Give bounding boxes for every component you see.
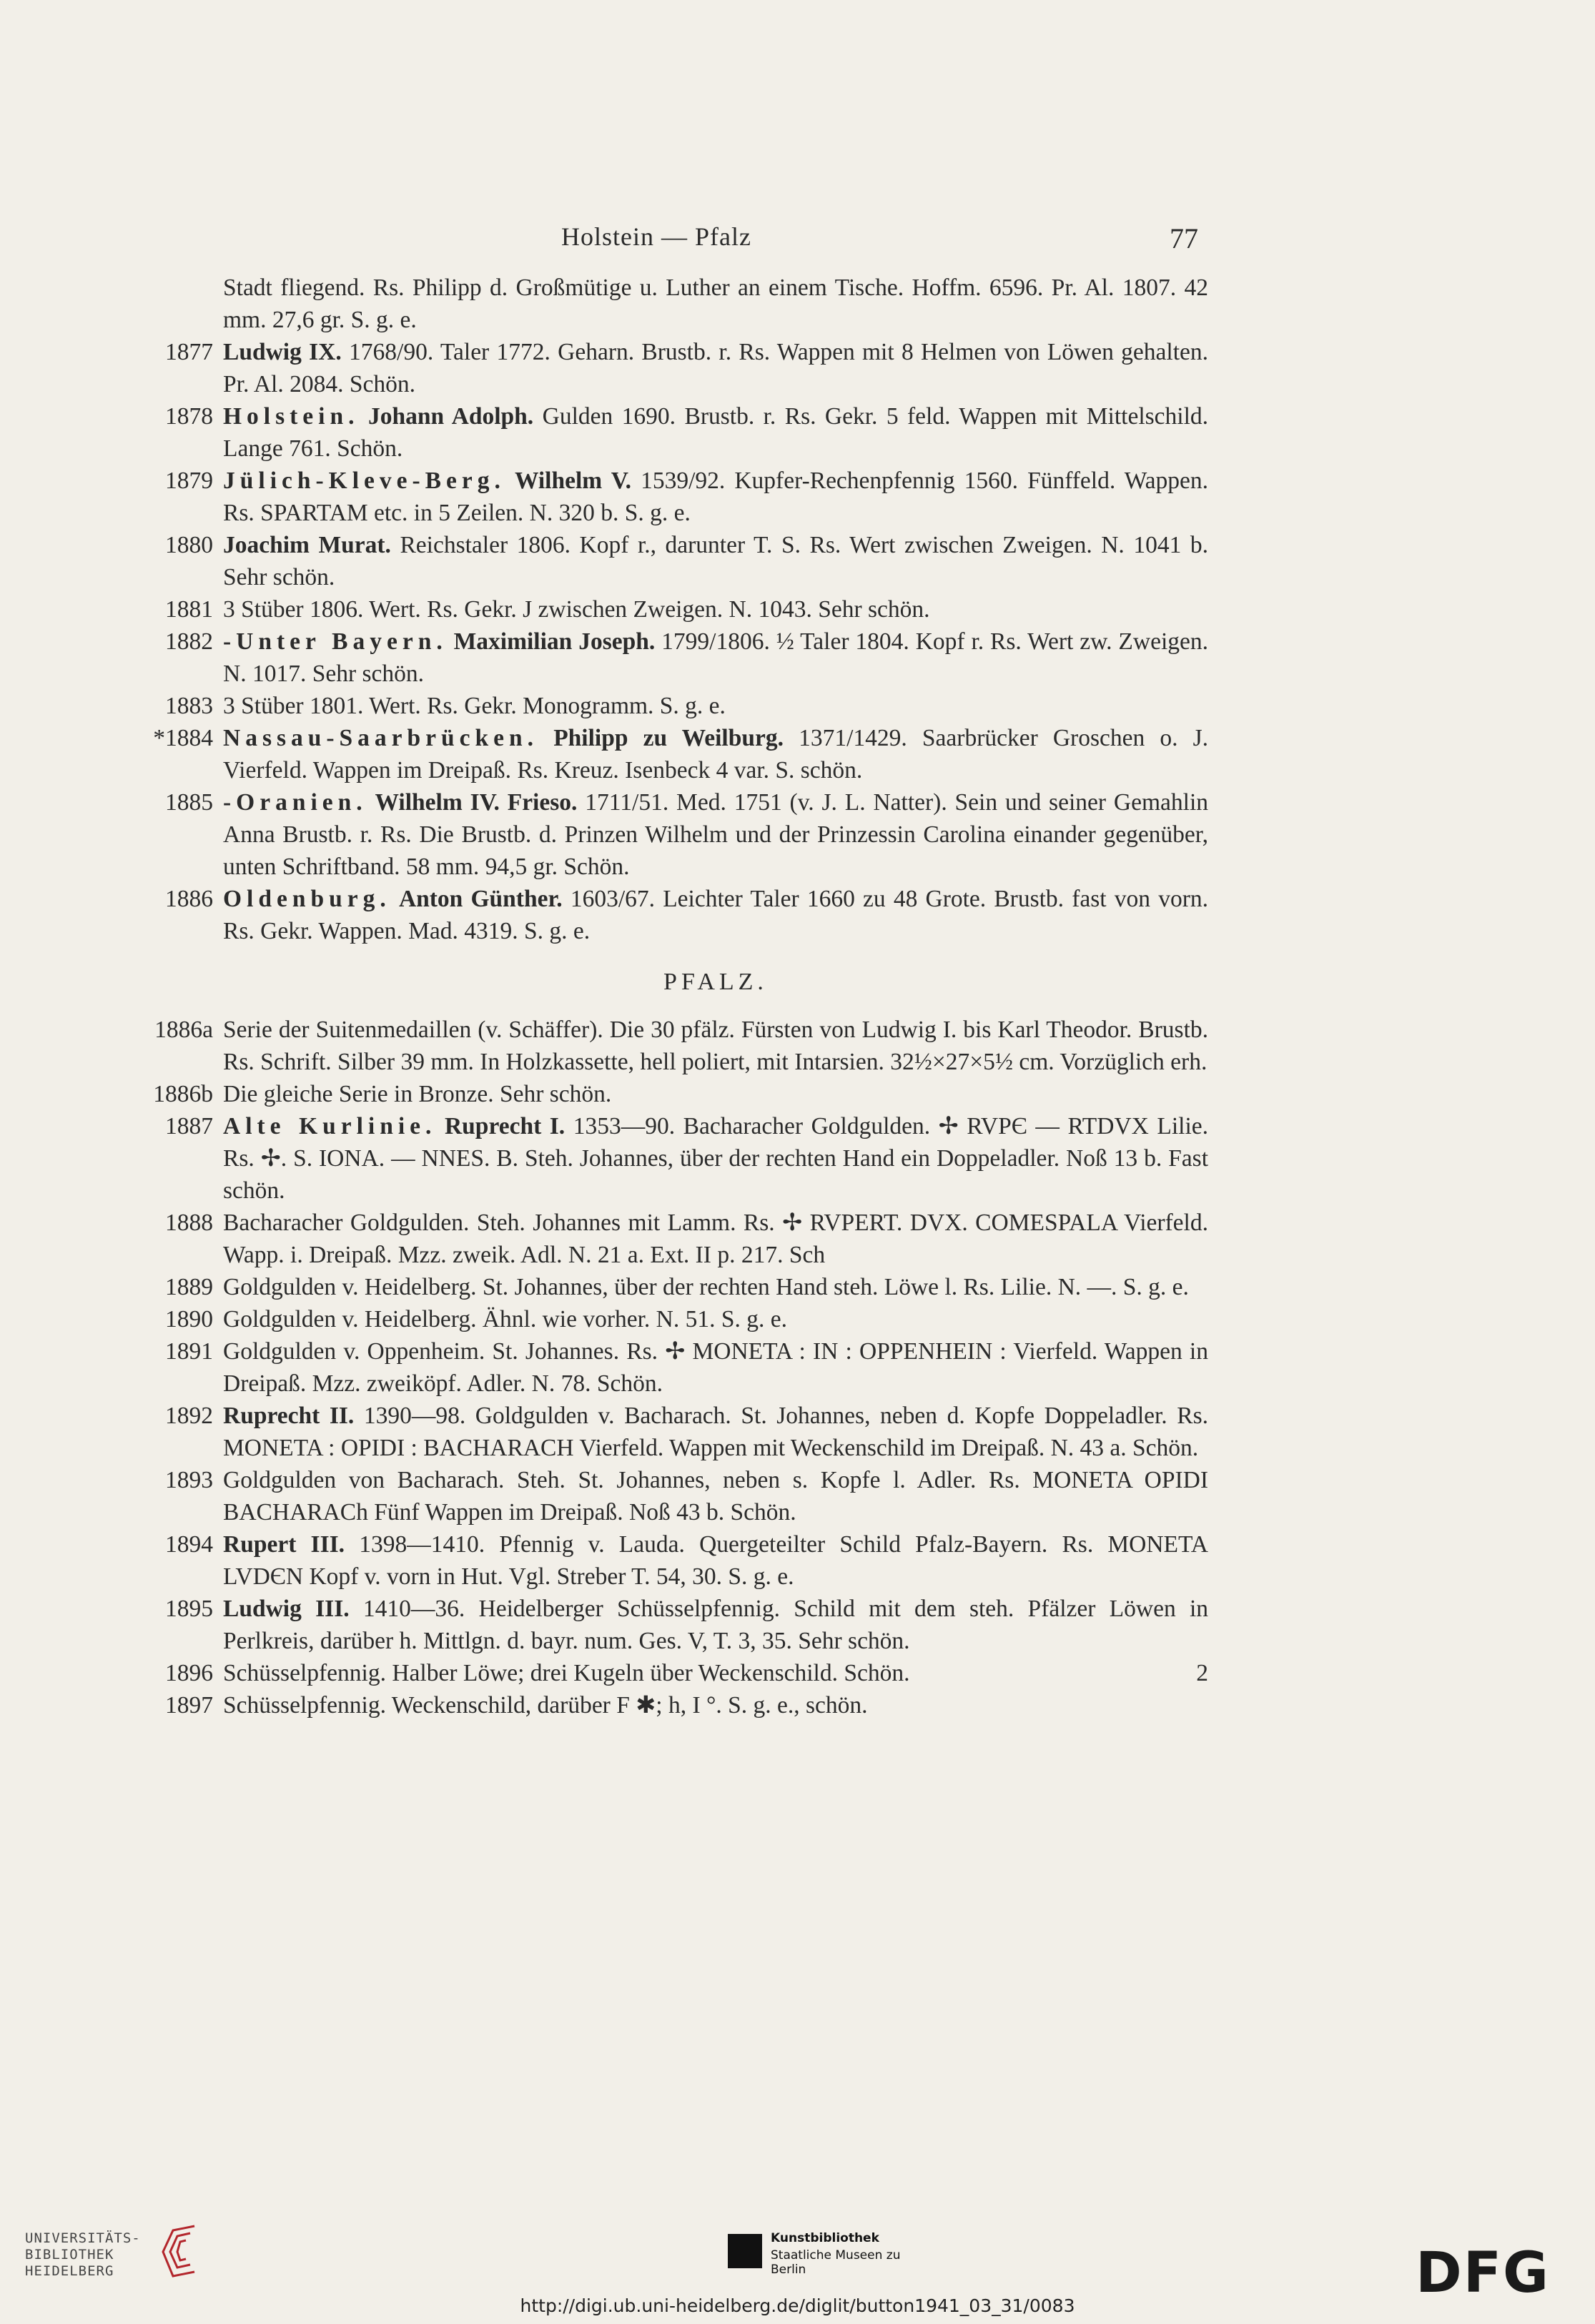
entry-description: 1539/92. Kupfer-Rechenpfennig 1560. Fünffeld. Wappen. Rs. SPARTAM etc. in 5 Zeilen. N. 320 b. S. g. e. bbox=[223, 468, 1209, 526]
catalog-entry bbox=[143, 336, 1208, 400]
catalog-entry bbox=[143, 1303, 1208, 1335]
header-title: Holstein — Pfalz bbox=[561, 222, 751, 251]
catalog-entry bbox=[143, 1110, 1208, 1207]
entry-description: Serie der Suitenmedaillen (v. Schäffer). Die 30 pfälz. Fürsten von Ludwig I. bis Karl Theodor. Brustb. Rs. Schrift. Silber 39 mm. In Holzkassette, hell poliert, mit Intarsien. 32½×27×5½ cm. Vorzüglich erh. bbox=[223, 1017, 1208, 1075]
entry-number: 1897 bbox=[165, 1692, 213, 1719]
catalog-entry bbox=[143, 1271, 1208, 1303]
entry-ruler: Wilhelm IV. Frieso. bbox=[375, 789, 578, 816]
entry-number: 1878 bbox=[165, 403, 213, 430]
page-number: 77 bbox=[1170, 222, 1198, 254]
entry-description: 1398—1410. Pfennig v. Lauda. Quergeteilter Schild Pfalz-Bayern. Rs. MONETA LVDЄN Kopf v. vorn in Hut. Vgl. Streber T. 54, 30. S. g. e. bbox=[223, 1531, 1208, 1590]
entry-number: 1893 bbox=[165, 1467, 213, 1493]
entry-ruler: Ludwig IX. bbox=[223, 339, 342, 365]
entry-number: 1894 bbox=[165, 1531, 213, 1558]
entry-description: Die gleiche Serie in Bronze. Sehr schön. bbox=[223, 1081, 612, 1107]
entry-description: Goldgulden v. Heidelberg. Ähnl. wie vorher. N. 51. S. g. e. bbox=[223, 1306, 787, 1332]
catalog-text bbox=[143, 272, 1208, 1721]
catalog-entry bbox=[143, 1078, 1208, 1110]
entry-region: Jülich-Kleve-Berg. bbox=[223, 468, 505, 494]
entry-number: 1883 bbox=[165, 693, 213, 719]
entry-number: 1886a bbox=[154, 1017, 213, 1043]
source-url[interactable]: http://digi.ub.uni-heidelberg.de/diglit/button1941_03_31/0083 bbox=[520, 2295, 1075, 2316]
entry-number: 1889 bbox=[165, 1274, 213, 1300]
entry-description: Bacharacher Goldgulden. Steh. Johannes mit Lamm. Rs. ✢ RVPERT. DVX. COMESPALA Vierfeld. Wapp. i. Dreipaß. Mzz. zweik. Adl. N. 21 a. Ext. II p. 217. Sch bbox=[223, 1210, 1208, 1268]
entry-ruler: Ruprecht II. bbox=[223, 1403, 355, 1429]
entries-pfalz bbox=[143, 1014, 1208, 1721]
catalog-entry bbox=[143, 465, 1208, 529]
entry-ruler: Joachim Murat. bbox=[223, 532, 391, 558]
entry-description: Schüsselpfennig. Weckenschild, darüber F ✱; h, I °. S. g. e., schön. bbox=[223, 1692, 868, 1719]
entry-description: 3 Stüber 1806. Wert. Rs. Gekr. J zwischen Zweigen. N. 1043. Sehr schön. bbox=[223, 596, 930, 623]
library-emblem-icon bbox=[157, 2223, 200, 2279]
kunstbibliothek-logo[interactable] bbox=[728, 2230, 928, 2277]
dfg-logo[interactable]: DFG bbox=[1416, 2241, 1551, 2305]
entry-region: Nassau-Saarbrücken. bbox=[223, 725, 539, 751]
entry-number: 1886 bbox=[165, 886, 213, 912]
entry-ruler: Wilhelm V. bbox=[514, 468, 631, 494]
footer bbox=[0, 2198, 1595, 2324]
entry-region: Oldenburg. bbox=[223, 886, 391, 912]
entry-estimate: 2 bbox=[1196, 1660, 1208, 1686]
entry-description: 3 Stüber 1801. Wert. Rs. Gekr. Monogramm. S. g. e. bbox=[223, 693, 726, 719]
entry-number: 1885 bbox=[165, 789, 213, 816]
entry-number: 1877 bbox=[165, 339, 213, 365]
entry-description: Reichstaler 1806. Kopf r., darunter T. S. Rs. Wert zwischen Zweigen. N. 1041 b. Sehr schön. bbox=[223, 532, 1208, 590]
catalog-entry bbox=[143, 400, 1208, 465]
entry-description: Stadt fliegend. Rs. Philipp d. Großmütige u. Luther an einem Tische. Hoffm. 6596. Pr. Al. 1807. 42 mm. 27,6 gr. S. g. e. bbox=[223, 275, 1208, 333]
catalog-entry bbox=[143, 1657, 1208, 1689]
entry-description: Schüsselpfennig. Halber Löwe; drei Kugeln über Weckenschild. Schön. bbox=[223, 1660, 910, 1686]
entry-description: 1799/1806. ½ Taler 1804. Kopf r. Rs. Wert zw. Zweigen. N. 1017. Sehr schön. bbox=[223, 628, 1208, 687]
entry-description: 1371/1429. Saarbrücker Groschen o. J. Vierfeld. Wappen im Dreipaß. Rs. Kreuz. Isenbeck 4 var. S. schön. bbox=[223, 725, 1209, 783]
catalog-entry bbox=[143, 690, 1208, 722]
catalog-entry bbox=[143, 1207, 1208, 1271]
entry-number: 1882 bbox=[165, 628, 213, 655]
catalog-entry bbox=[143, 1528, 1208, 1593]
entry-number: 1880 bbox=[165, 532, 213, 558]
entry-ruler: Ludwig III. bbox=[223, 1596, 350, 1622]
entry-description: Goldgulden v. Heidelberg. St. Johannes, über der rechten Hand steh. Löwe l. Rs. Lilie. N. —. S. g. e. bbox=[223, 1274, 1189, 1300]
entry-number: 1891 bbox=[165, 1338, 213, 1365]
entry-number: 1887 bbox=[165, 1113, 213, 1139]
entry-number: *1884 bbox=[153, 725, 213, 751]
catalog-entry bbox=[143, 1400, 1208, 1464]
entry-description: 1768/90. Taler 1772. Geharn. Brustb. r. Rs. Wappen mit 8 Helmen von Löwen gehalten. Pr. Al. 2084. Schön. bbox=[223, 339, 1208, 397]
entry-region: Alte Kurlinie. bbox=[223, 1113, 437, 1139]
entry-number: 1890 bbox=[165, 1306, 213, 1332]
entry-ruler: Rupert III. bbox=[223, 1531, 345, 1558]
entry-description: 1353—90. Bacharacher Goldgulden. ✢ RVPЄ — RTDVX Lilie. Rs. ✢. S. IONA. — NNES. B. Steh. Johannes, über der rechten Hand ein Doppeladler. Noß 13 b. Fast schön. bbox=[223, 1113, 1209, 1204]
entries-holstein bbox=[143, 272, 1208, 947]
catalog-entry bbox=[143, 786, 1208, 883]
entry-ruler: Philipp zu Weilburg. bbox=[553, 725, 784, 751]
entry-description: 1410—36. Heidelberger Schüsselpfennig. Schild mit dem steh. Pfälzer Löwen in Perlkreis, darüber h. Mittlgn. d. bayr. num. Ges. V, T. 3, 35. Sehr schön. bbox=[223, 1596, 1209, 1654]
running-header bbox=[0, 216, 1595, 259]
entry-number: 1879 bbox=[165, 468, 213, 494]
entry-description: 1603/67. Leichter Taler 1660 zu 48 Grote. Brustb. fast von vorn. Rs. Gekr. Wappen. Mad. 4319. S. g. e. bbox=[223, 886, 1208, 944]
catalog-entry bbox=[143, 1014, 1208, 1078]
entry-region: Holstein. bbox=[223, 403, 360, 430]
catalog-entry bbox=[143, 1464, 1208, 1528]
kunstbibliothek-icon bbox=[728, 2234, 762, 2268]
entry-number: 1888 bbox=[165, 1210, 213, 1236]
entry-description: 1390—98. Goldgulden v. Bacharach. St. Johannes, neben d. Kopfe Doppeladler. Rs. MONETA : OPIDI : BACHARACH Vierfeld. Wappen mit Weckenschild im Dreipaß. N. 43 a. Schön. bbox=[223, 1403, 1209, 1461]
entry-description: 1711/51. Med. 1751 (v. J. L. Natter). Sein und seiner Gemahlin Anna Brustb. r. Rs. Die Brustb. d. Prinzen Wilhelm und der Prinzessin Carolina einander gegenüber, unten Schriftband. 58 mm. 94,5 gr. Schön. bbox=[223, 789, 1208, 880]
catalog-entry bbox=[143, 272, 1208, 336]
catalog-entry bbox=[143, 722, 1208, 786]
entry-description: Gulden 1690. Brustb. r. Rs. Gekr. 5 feld. Wappen mit Mittelschild. Lange 761. Schön. bbox=[223, 403, 1209, 462]
library-name: UNIVERSITÄTS- BIBLIOTHEK HEIDELBERG bbox=[25, 2230, 141, 2279]
entry-region: -Unter Bayern. bbox=[223, 628, 448, 655]
entry-ruler: Ruprecht I. bbox=[444, 1113, 566, 1139]
entry-ruler: Johann Adolph. bbox=[367, 403, 534, 430]
entry-description: Goldgulden v. Oppenheim. St. Johannes. Rs. ✢ MONETA : IN : OPPENHEIN : Vierfeld. Wappen in Dreipaß. Mzz. zweiköpf. Adler. N. 78. Schön. bbox=[223, 1338, 1208, 1397]
entry-ruler: Anton Günther. bbox=[398, 886, 563, 912]
catalog-entry bbox=[143, 593, 1208, 625]
catalog-entry bbox=[143, 1689, 1208, 1721]
entry-ruler: Maximilian Joseph. bbox=[453, 628, 656, 655]
catalog-entry bbox=[143, 883, 1208, 947]
entry-description: Goldgulden von Bacharach. Steh. St. Johannes, neben s. Kopfe l. Adler. Rs. MONETA OPIDI BACHARACh Fünf Wappen im Dreipaß. Noß 43 b. Schön. bbox=[223, 1467, 1208, 1526]
university-library-logo[interactable] bbox=[25, 2223, 211, 2280]
catalog-entry bbox=[143, 529, 1208, 593]
entry-number: 1881 bbox=[165, 596, 213, 623]
entry-number: 1886b bbox=[153, 1081, 213, 1107]
kb-subtitle: Staatliche Museen zu Berlin bbox=[771, 2248, 901, 2277]
catalog-entry bbox=[143, 1593, 1208, 1657]
entry-number: 1892 bbox=[165, 1403, 213, 1429]
catalog-entry bbox=[143, 625, 1208, 690]
kb-name: Kunstbibliothek bbox=[771, 2231, 879, 2245]
entry-number: 1896 bbox=[165, 1660, 213, 1686]
catalog-entry bbox=[143, 1335, 1208, 1400]
section-heading-pfalz: PFALZ. bbox=[663, 969, 768, 995]
entry-number: 1895 bbox=[165, 1596, 213, 1622]
entry-region: -Oranien. bbox=[223, 789, 367, 816]
